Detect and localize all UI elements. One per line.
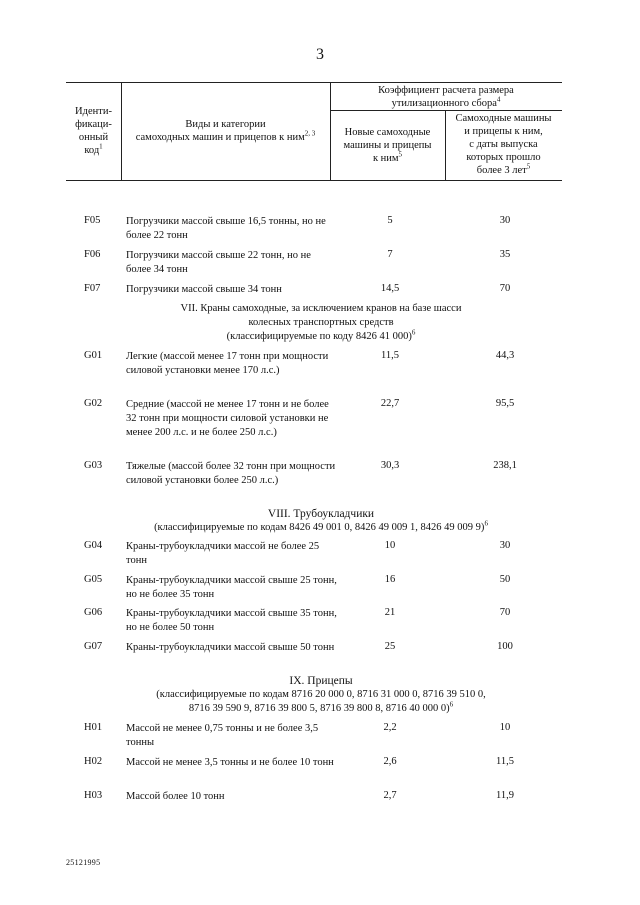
table-row-code: H02 [84,756,103,767]
table-row-code: G06 [84,607,103,618]
table-row-code: G07 [84,641,103,652]
table-row-old: 70 [499,283,511,294]
table-row-code: G02 [84,398,103,409]
table-row-new: 30,3 [380,460,400,471]
table-row-code: F06 [84,249,101,260]
table-row-desc: Тяжелые (массой более 32 тонн при мощности силовой установки более 250 л.с.) [126,461,336,486]
table-row-code: H03 [84,790,103,801]
table-row-desc: Краны-трубоукладчики массой не более 25 тонн [126,541,320,566]
table-row-old: 50 [499,574,511,585]
table-row-old: 95,5 [495,398,515,409]
header-description: Виды и категории самоходных машин и прицепов к ним$^{2, 3}$ [135,119,316,143]
table-row-desc: Погрузчики массой свыше 16,5 тонны, но не более 22 тонн [126,216,326,241]
table-row-new: 14,5 [380,283,400,294]
page-number: 3 [316,46,324,63]
table-row-code: G03 [84,460,103,471]
section-heading-trailers: IX. Прицепы (классифицируемые по кодам 8716 20 000 0, 8716 31 000 0, 8716 39 510 0, 8716 39 590 9, 8716 39 800 5, 8716 39 800 8, 8716 40 000 0)$^6$ [156,675,486,714]
table-row-desc: Массой не менее 3,5 тонны и не более 10 тонн [126,757,334,768]
table-row-code: F05 [84,215,101,226]
table-row-code: F07 [84,283,101,294]
table-row-old: 44,3 [495,350,515,361]
table-row-new: 2,2 [383,722,397,733]
section-heading-cranes: VII. Краны самоходные, за исключением кранов на базе шасси колесных транспортных средств (классифицируемые по коду 8426 41 000)$^6$ [180,303,462,342]
table-row-new: 7 [387,249,393,260]
table-row-old: 11,5 [496,756,514,767]
table-row-old: 238,1 [493,460,517,471]
header-top-rule [66,82,562,83]
document-id: 25121995 [66,858,101,867]
table-row-new: 2,7 [383,790,397,801]
table-row-desc: Средние (массой не менее 17 тонн и не более 32 тонн при мощности силовой установки не менее 200 л.с. и не более 250 л.с.) [126,399,329,438]
table-row-new: 10 [384,540,396,551]
section-heading-pipelayers: VIII. Трубоукладчики (классифицируемые по кодам 8426 49 001 0, 8426 49 009 1, 8426 49 009 9)$^6$ [154,508,488,533]
header-code: Иденти- фикаци- онный код$^1$ [75,106,112,156]
table-row-desc: Погрузчики массой свыше 22 тонн, но не более 34 тонн [126,250,311,275]
table-row-old: 30 [499,540,511,551]
table-row-desc: Краны-трубоукладчики массой свыше 25 тонн, но не более 35 тонн [126,575,337,600]
table-row-code: G04 [84,540,103,551]
table-row-new: 21 [384,607,396,618]
table-row-new: 16 [384,574,396,585]
table-row-desc: Погрузчики массой свыше 34 тонн [126,284,282,295]
table-row-old: 35 [499,249,511,260]
table-row-desc: Легкие (массой менее 17 тонн при мощности силовой установки менее 170 л.с.) [126,351,329,376]
table-row-new: 25 [384,641,396,652]
header-bottom-rule [66,180,562,181]
table-row-desc: Краны-трубоукладчики массой свыше 50 тонн [126,642,335,653]
table-row-new: 11,5 [381,350,399,361]
table-row-desc: Краны-трубоукладчики массой свыше 35 тонн, но не более 50 тонн [126,608,337,633]
table-row-desc: Массой не менее 0,75 тонны и не более 3,5 тонны [126,723,319,748]
table-row-old: 100 [497,641,513,652]
table-row-old: 10 [499,722,511,733]
table-row-old: 70 [499,607,511,618]
header-mid-rule [330,110,562,111]
table-row-new: 2,6 [383,756,397,767]
header-coefficient: Коэффициент расчета размера утилизационного сбора$^4$ [378,85,514,109]
table-row-old: 11,9 [496,790,514,801]
table-row-new: 5 [387,215,393,226]
table-row-new: 22,7 [380,398,400,409]
table-row-code: H01 [84,722,103,733]
table-row-code: G05 [84,574,103,585]
header-old-machines: Самоходные машины и прицепы к ним, с даты выпуска которых прошло более 3 лет$^5$ [455,113,552,176]
header-new-machines: Новые самоходные машины и прицепы к ним$^5$ [343,127,432,164]
table-row-code: G01 [84,350,103,361]
table-row-desc: Массой более 10 тонн [126,791,225,802]
table-row-old: 30 [499,215,511,226]
